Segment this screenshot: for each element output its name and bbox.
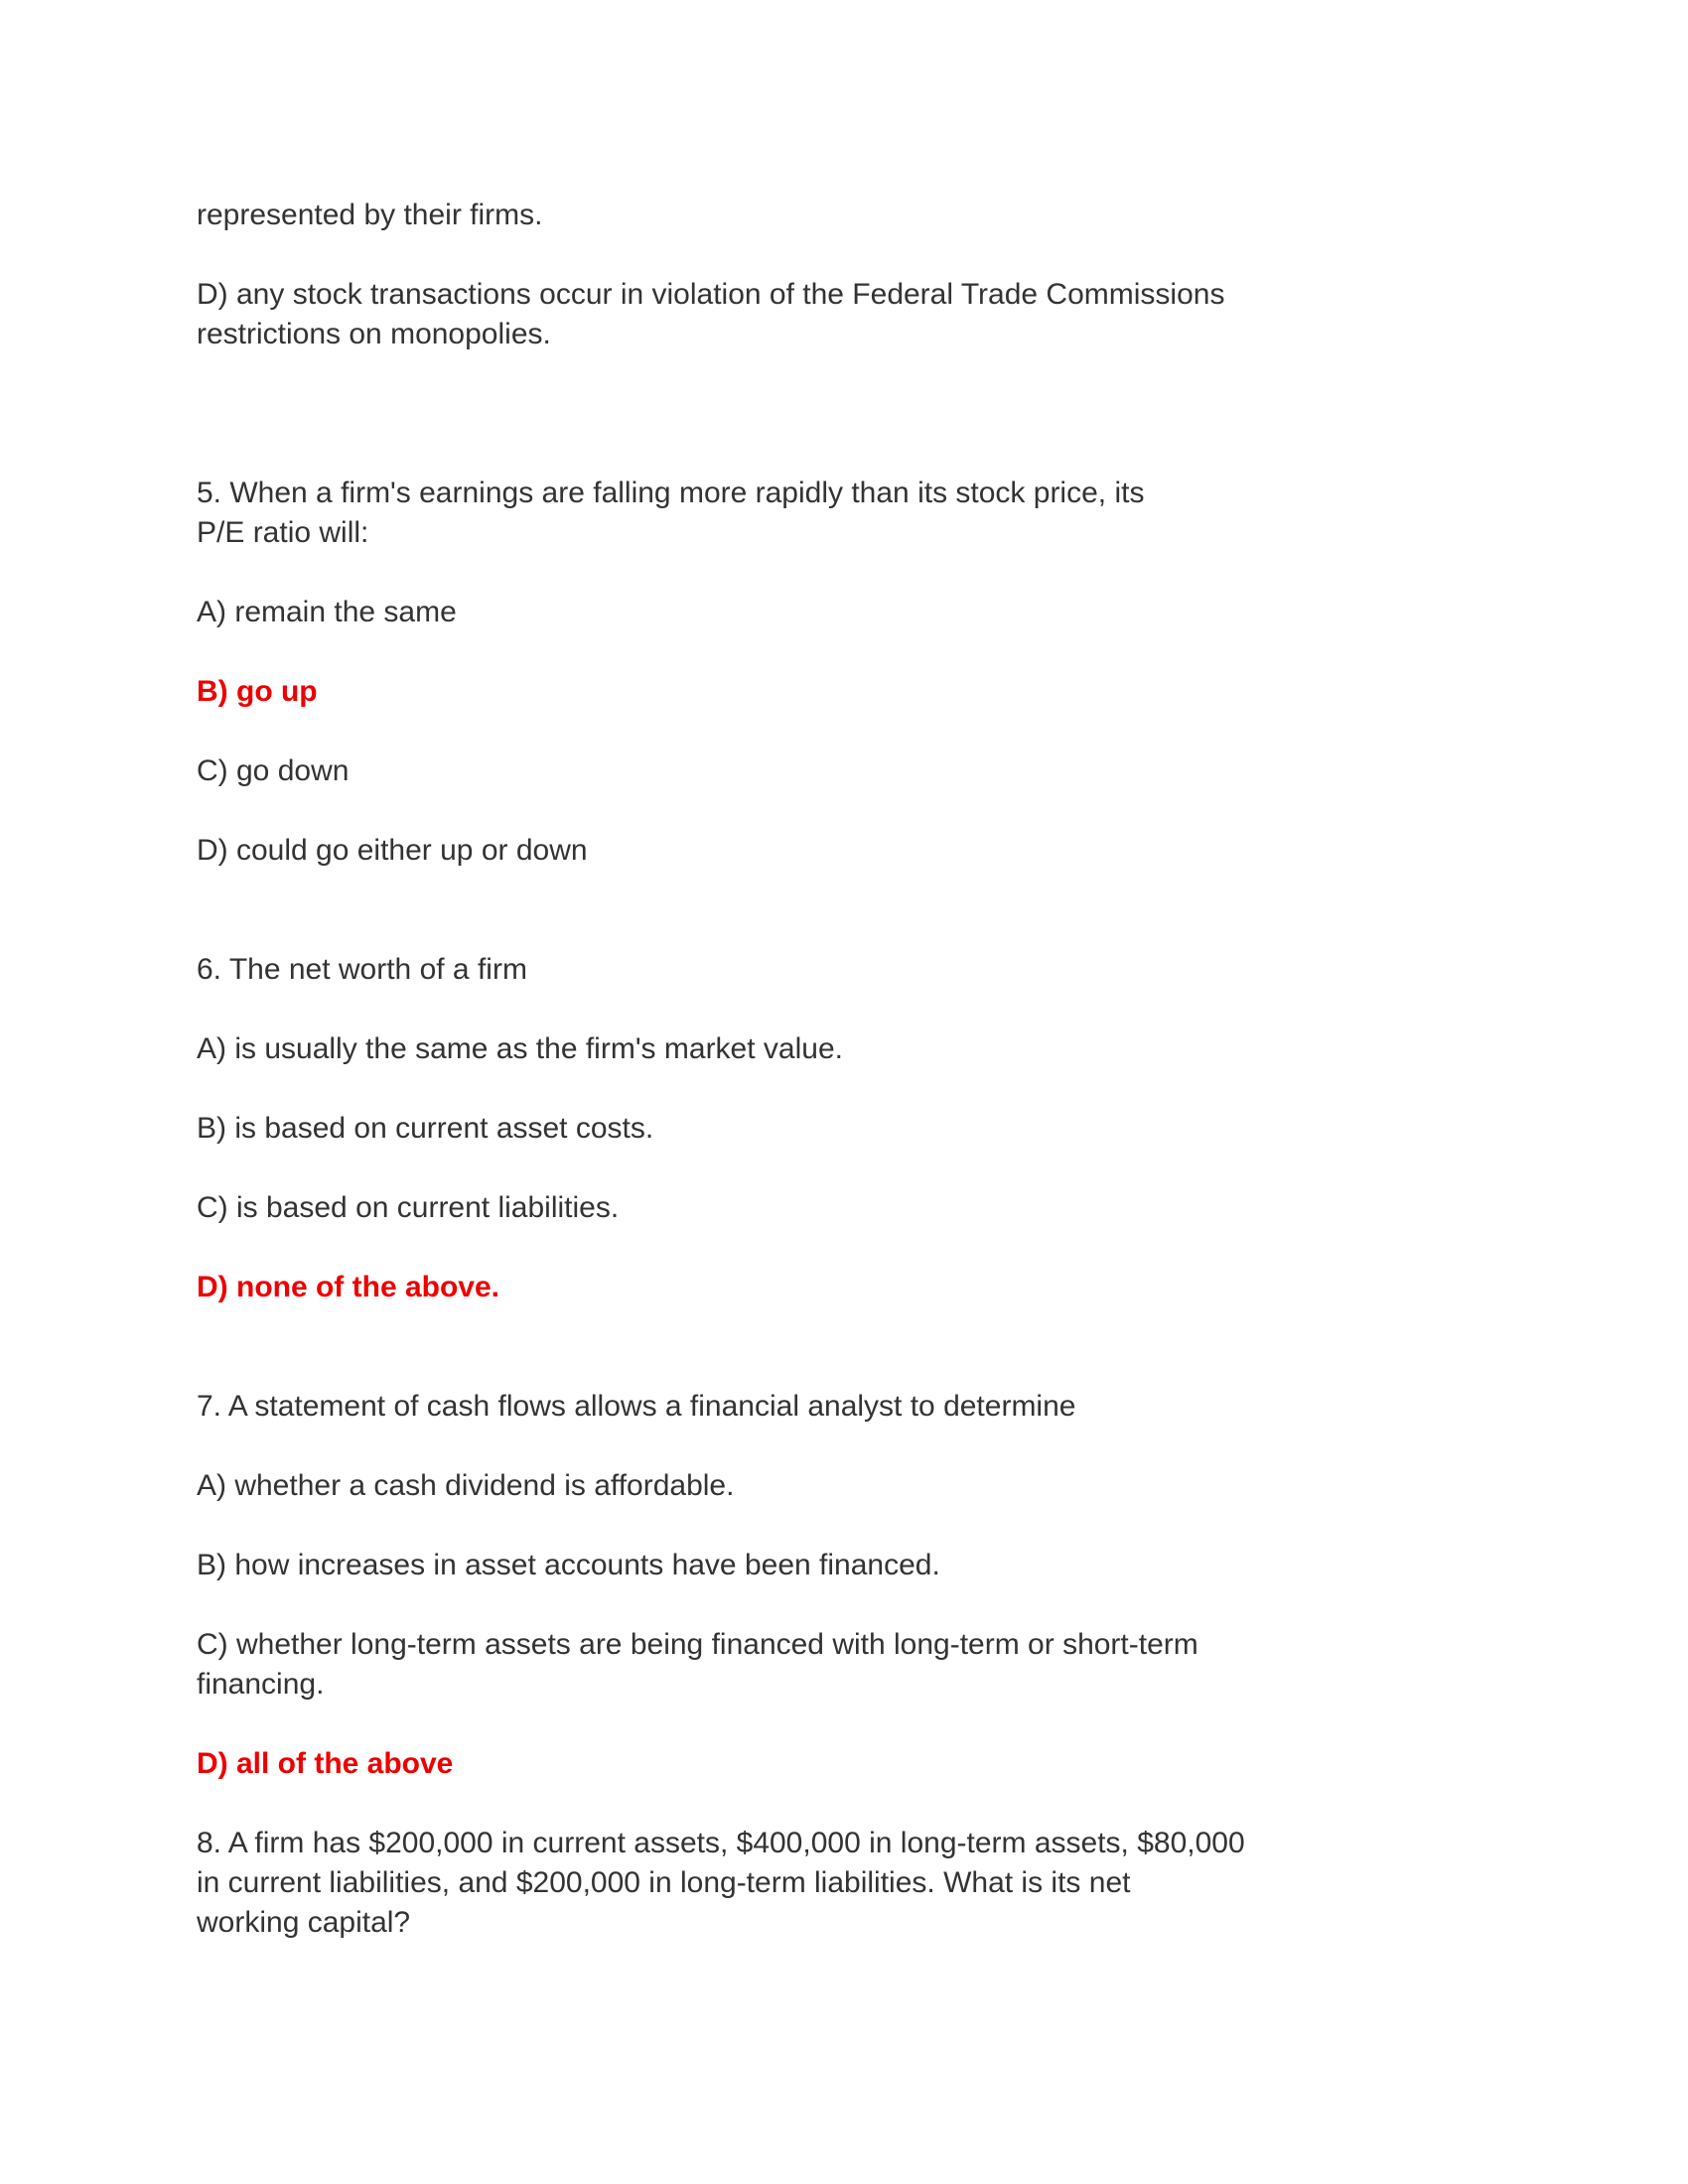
question-5-option-a: A) remain the same — [197, 596, 457, 628]
question-8-prompt-line-2: in current liabilities, and $200,000 in long-term liabilities. What is its net — [197, 1866, 1131, 1899]
option-d-line-2: restrictions on monopolies. — [197, 318, 551, 350]
question-5-prompt-line-2: P/E ratio will: — [197, 516, 369, 549]
option-d-line-1: D) any stock transactions occur in violation of the Federal Trade Commissions — [197, 278, 1225, 311]
question-6-option-a: A) is usually the same as the firm's market value. — [197, 1032, 843, 1065]
question-5-option-d: D) could go either up or down — [197, 834, 588, 867]
question-7-option-d-correct: D) all of the above — [197, 1747, 454, 1780]
question-7-option-c-line-2: financing. — [197, 1668, 325, 1701]
question-5-prompt-line-1: 5. When a firm's earnings are falling more rapidly than its stock price, its — [197, 477, 1145, 509]
question-7-option-a: A) whether a cash dividend is affordable. — [197, 1469, 735, 1502]
question-5-option-b-correct: B) go up — [197, 675, 318, 708]
question-7-option-c-line-1: C) whether long-term assets are being financed with long-term or short-term — [197, 1628, 1198, 1661]
question-6-option-b: B) is based on current asset costs. — [197, 1112, 654, 1145]
question-5-option-c: C) go down — [197, 754, 350, 787]
continuation-text: represented by their firms. — [197, 199, 543, 231]
question-6-option-c: C) is based on current liabilities. — [197, 1191, 620, 1224]
question-7-prompt: 7. A statement of cash flows allows a financial analyst to determine — [197, 1390, 1076, 1423]
question-7-option-b: B) how increases in asset accounts have been financed. — [197, 1549, 940, 1581]
question-6-option-d-correct: D) none of the above. — [197, 1271, 500, 1303]
question-6-prompt: 6. The net worth of a firm — [197, 953, 527, 986]
question-8-prompt-line-1: 8. A firm has $200,000 in current assets, $400,000 in long-term assets, $80,000 — [197, 1827, 1245, 1859]
question-8-prompt-line-3: working capital? — [197, 1906, 411, 1939]
